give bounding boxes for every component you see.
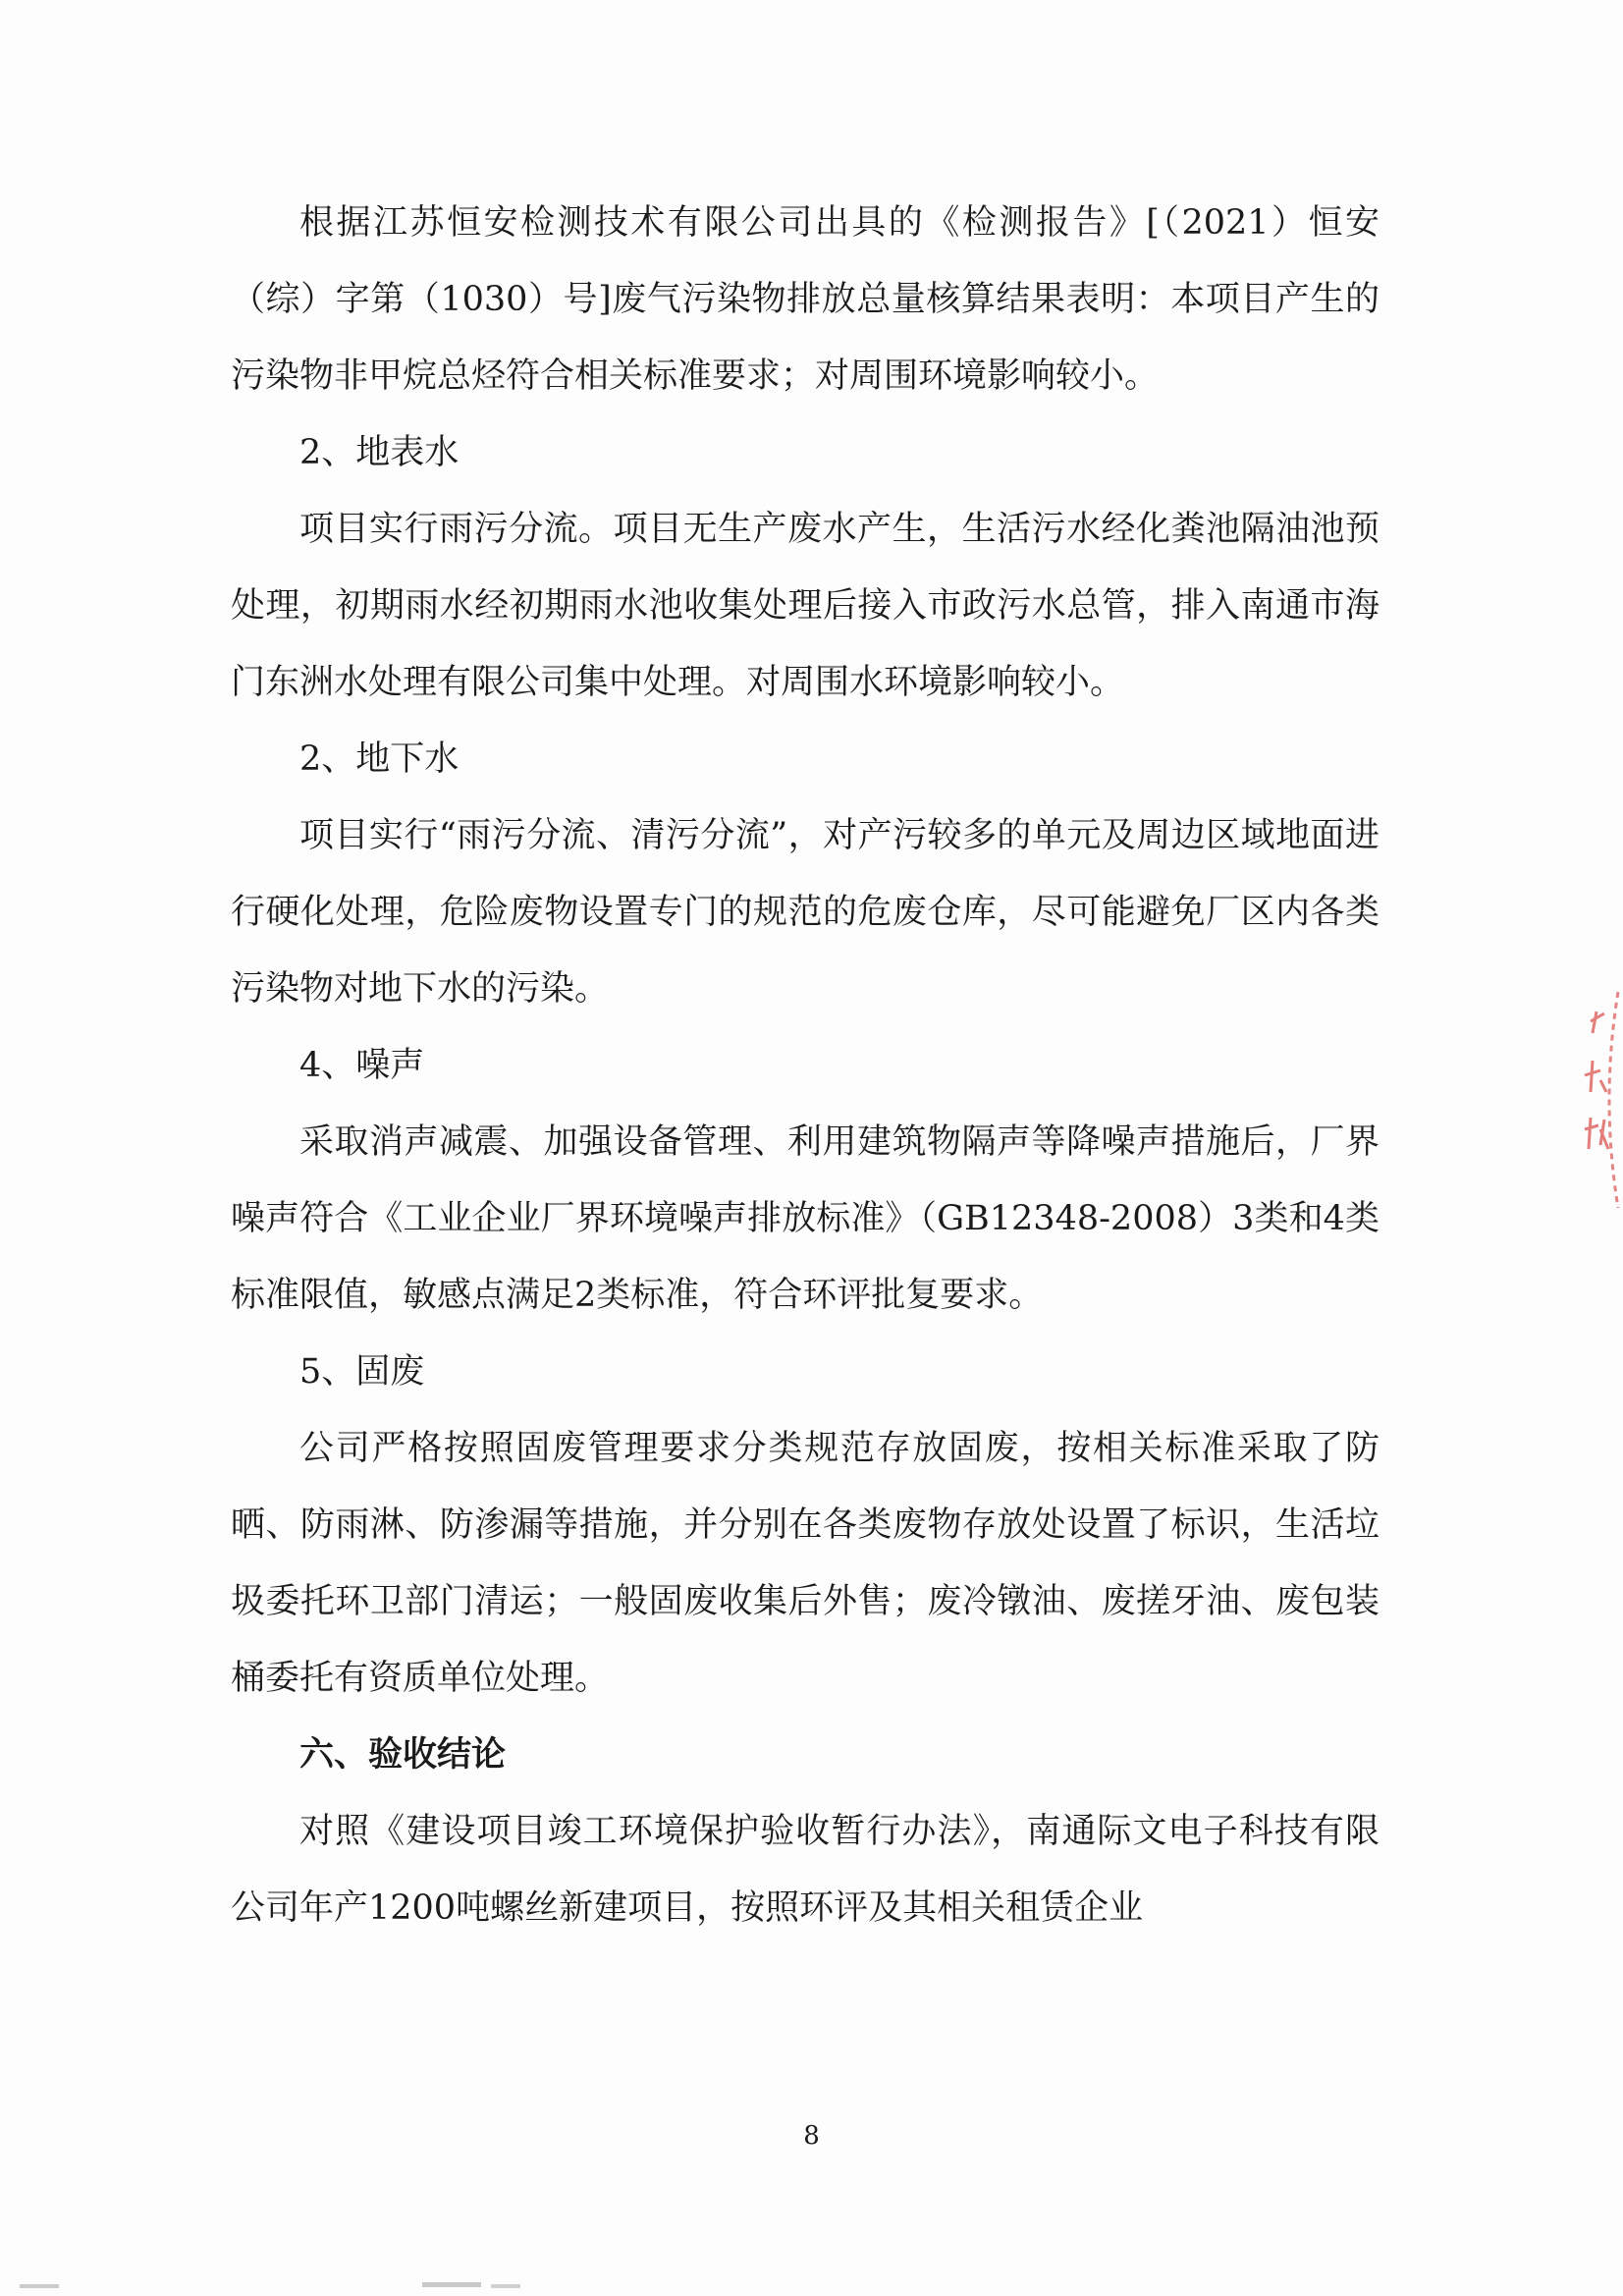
scan-edge-artifact xyxy=(0,2274,1623,2296)
page-number: 8 xyxy=(803,2121,820,2151)
paragraph-acceptance-conclusion: 对照《建设项目竣工环境保护验收暂行办法》，南通际文电子科技有限公司年产1200吨螺丝新建项目，按照环评及其相关租赁企业 xyxy=(231,1812,1380,1928)
heading-groundwater: 2、地下水 xyxy=(299,739,460,779)
seal-stamp-fragment-icon xyxy=(1571,982,1623,1218)
paragraph-noise: 采取消声减震、加强设备管理、利用建筑物隔声等降噪声措施后，厂界噪声符合《工业企业厂界环境噪声排放标准》（GB12348-2008）3类和4类标准限值，敏感点满足2类标准，符合环评批复要求。 xyxy=(231,1122,1380,1315)
document-body xyxy=(231,185,1380,1946)
heading-solid-waste: 5、固废 xyxy=(299,1352,425,1392)
heading-acceptance-conclusion: 六、验收结论 xyxy=(299,1734,507,1775)
paragraph-exhaust-gas-conclusion: 根据江苏恒安检测技术有限公司出具的《检测报告》[（2021）恒安（综）字第（1030）号]废气污染物排放总量核算结果表明：本项目产生的污染物非甲烷总烃符合相关标准要求；对周围环境影响较小。 xyxy=(231,203,1380,396)
heading-surface-water: 2、地表水 xyxy=(299,433,460,472)
paragraph-solid-waste: 公司严格按照固废管理要求分类规范存放固废，按相关标准采取了防晒、防雨淋、防渗漏等措施，并分别在各类废物存放处设置了标识，生活垃圾委托环卫部门清运；一般固废收集后外售；废冷镦油、废搓牙油、废包装桶委托有资质单位处理。 xyxy=(231,1429,1380,1698)
paragraph-groundwater: 项目实行“雨污分流、清污分流”，对产污较多的单元及周边区域地面进行硬化处理，危险废物设置专门的规范的危废仓库，尽可能避免厂区内各类污染物对地下水的污染。 xyxy=(231,816,1380,1009)
paragraph-surface-water: 项目实行雨污分流。项目无生产废水产生，生活污水经化粪池隔油池预处理，初期雨水经初期雨水池收集处理后接入市政污水总管，排入南通市海门东洲水处理有限公司集中处理。对周围水环境影响较小。 xyxy=(231,510,1380,702)
heading-noise: 4、噪声 xyxy=(299,1046,425,1085)
